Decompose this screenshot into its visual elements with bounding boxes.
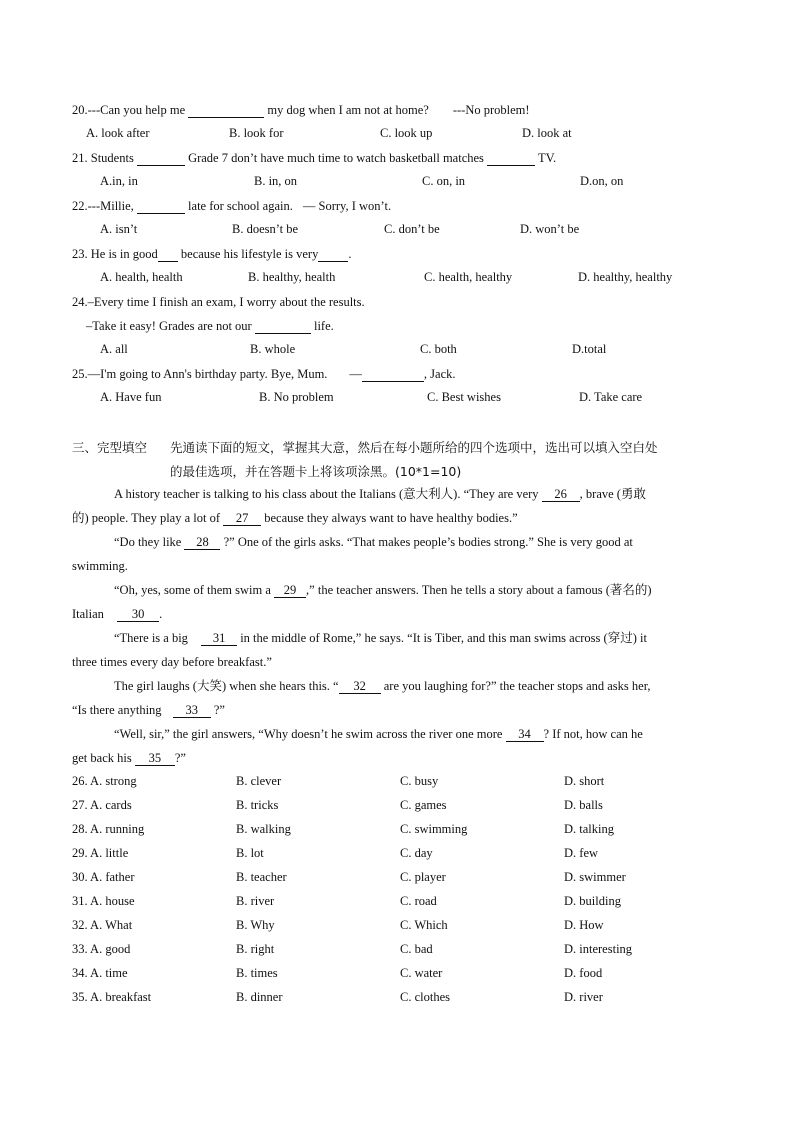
reply-text: ---No problem! [452,103,530,117]
cloze-option-c: C. water [400,966,443,980]
blank-31: 31 [201,631,237,646]
blank-26: 26 [542,487,580,502]
reply-text: , Jack. [423,367,456,381]
reply-text: — [349,367,362,381]
stem-text: because his lifestyle is very [177,247,319,261]
blank-35: 35 [135,751,175,766]
blank-29: 29 [274,583,306,598]
passage-line: “Well, sir,” the girl answers, “Why doesn’t he swim across the river one more 34 ? If not, how can he [114,727,643,741]
cloze-option-c: C. swimming [400,822,468,836]
answer-blank [318,247,348,262]
cloze-option-c: C. Which [400,918,448,932]
stem-text: 23. He is in good [72,247,158,261]
cloze-option-a: 34. A. time [72,966,128,980]
question-24-stem [72,294,365,310]
option-b: B. look for [229,126,284,140]
section-heading: 三、完型填空 [72,440,148,455]
passage-line: get back his 35 ?” [72,751,186,765]
stem-text: 25.—I'm going to Ann's birthday party. Bye, Mum. [72,367,328,381]
answer-blank [362,367,424,382]
stem-text: late for school again. [184,199,293,213]
answer-blank [255,319,311,334]
cloze-option-c: C. bad [400,942,433,956]
option-c: C. health, healthy [424,270,513,284]
cloze-option-d: D. interesting [564,942,633,956]
stem-text: 22.---Millie, [72,199,137,213]
option-d: D. Take care [579,390,643,404]
cloze-option-b: B. Why [236,918,275,932]
blank-30: 30 [117,607,159,622]
passage-line: “Oh, yes, some of them swim a 29 ,” the teacher answers. Then he tells a story about a famous (著名的) [114,583,652,597]
blank-33: 33 [173,703,211,718]
option-d: D. won’t be [520,222,580,236]
passage-line: “Is there anything 33 ?” [72,703,225,717]
reply-text: –Take it easy! Grades are not our [86,319,255,333]
passage-line: Italian 30 . [72,607,163,621]
question-22-stem [72,198,391,214]
section-instruction: 先通读下面的短文，掌握其大意，然后在每小题所给的四个选项中，选出可以填入空白处 [170,440,658,455]
answer-blank [137,199,185,214]
cloze-option-b: B. right [236,942,275,956]
cloze-option-d: D. swimmer [564,870,626,884]
option-d: D. look at [522,126,572,140]
option-a: A. health, health [100,270,183,284]
cloze-option-c: C. busy [400,774,439,788]
option-c: C. Best wishes [427,390,501,404]
question-25-stem [72,366,456,382]
option-d: D. healthy, healthy [578,270,673,284]
cloze-option-c: C. road [400,894,437,908]
answer-blank [487,151,535,166]
cloze-option-c: C. games [400,798,447,812]
cloze-option-c: C. clothes [400,990,450,1004]
blank-27: 27 [223,511,261,526]
cloze-option-d: D. few [564,846,599,860]
cloze-option-a: 27. A. cards [72,798,132,812]
question-20-stem [72,102,530,118]
blank-28: 28 [184,535,220,550]
reply-text: life. [310,319,334,333]
cloze-option-d: D. short [564,774,605,788]
question-23-stem [72,246,351,262]
cloze-option-d: D. building [564,894,621,908]
answer-blank [158,247,178,262]
question-21-stem [72,150,556,166]
cloze-option-b: B. times [236,966,278,980]
option-a: A. look after [86,126,150,140]
stem-text: Grade 7 don’t have much time to watch basketball matches [184,151,488,165]
cloze-option-a: 31. A. house [72,894,135,908]
section-instruction: 的最佳选项，并在答题卡上将该项涂黑。(10*1=10) [170,464,462,479]
cloze-option-b: B. teacher [236,870,287,884]
cloze-option-d: D. food [564,966,603,980]
option-d: D.total [572,342,607,356]
option-a: A. all [100,342,128,356]
stem-text: 24.–Every time I finish an exam, I worry about the results. [72,295,365,309]
cloze-option-d: D. How [564,918,604,932]
cloze-option-a: 32. A. What [72,918,133,932]
option-c: C. don’t be [384,222,440,236]
option-b: B. No problem [259,390,334,404]
cloze-option-a: 26. A. strong [72,774,137,788]
passage-line: The girl laughs (大笑) when she hears this. “ 32 are you laughing for?” the teacher stops and asks her, [114,679,651,693]
stem-text: . [348,247,352,261]
blank-32: 32 [339,679,381,694]
option-a: A. isn’t [100,222,138,236]
stem-text: TV. [535,151,557,165]
stem-text: 20.---Can you help me [72,103,189,117]
cloze-option-a: 28. A. running [72,822,145,836]
stem-text: 21. Students [72,151,137,165]
cloze-option-d: D. river [564,990,603,1004]
cloze-option-d: D. balls [564,798,603,812]
cloze-option-b: B. walking [236,822,291,836]
option-a: A.in, in [100,174,138,188]
option-c: C. look up [380,126,433,140]
question-24-reply [86,318,334,334]
answer-blank [188,103,264,118]
cloze-option-b: B. lot [236,846,264,860]
cloze-option-b: B. dinner [236,990,283,1004]
option-d: D.on, on [580,174,624,188]
passage-line: swimming. [72,559,128,573]
passage-line: 的) people. They play a lot of 27 because they always want to have healthy bodies.” [72,511,518,525]
option-b: B. healthy, health [248,270,336,284]
passage-line: “There is a big 31 in the middle of Rome,” he says. “It is Tiber, and this man swims across (穿过) it [114,631,647,645]
passage-line: three times every day before breakfast.” [72,655,272,669]
option-c: C. on, in [422,174,466,188]
cloze-option-a: 29. A. little [72,846,129,860]
reply-text: — Sorry, I won’t. [302,199,392,213]
option-c: C. both [420,342,457,356]
cloze-option-b: B. clever [236,774,282,788]
cloze-option-c: C. day [400,846,433,860]
stem-text: my dog when I am not at home? [264,103,429,117]
answer-blank [137,151,185,166]
cloze-option-a: 30. A. father [72,870,135,884]
option-a: A. Have fun [100,390,162,404]
option-b: B. in, on [254,174,298,188]
cloze-option-a: 33. A. good [72,942,131,956]
option-b: B. doesn’t be [232,222,299,236]
cloze-option-b: B. river [236,894,275,908]
blank-34: 34 [506,727,544,742]
passage-line: “Do they like 28 ?” One of the girls asks. “That makes people’s bodies strong.” She is very good at [114,535,633,549]
cloze-option-a: 35. A. breakfast [72,990,152,1004]
cloze-option-d: D. talking [564,822,614,836]
cloze-option-c: C. player [400,870,446,884]
cloze-option-b: B. tricks [236,798,279,812]
passage-line: A history teacher is talking to his class about the Italians (意大利人). “They are very 26 , brave (勇敢 [114,487,646,501]
option-b: B. whole [250,342,296,356]
